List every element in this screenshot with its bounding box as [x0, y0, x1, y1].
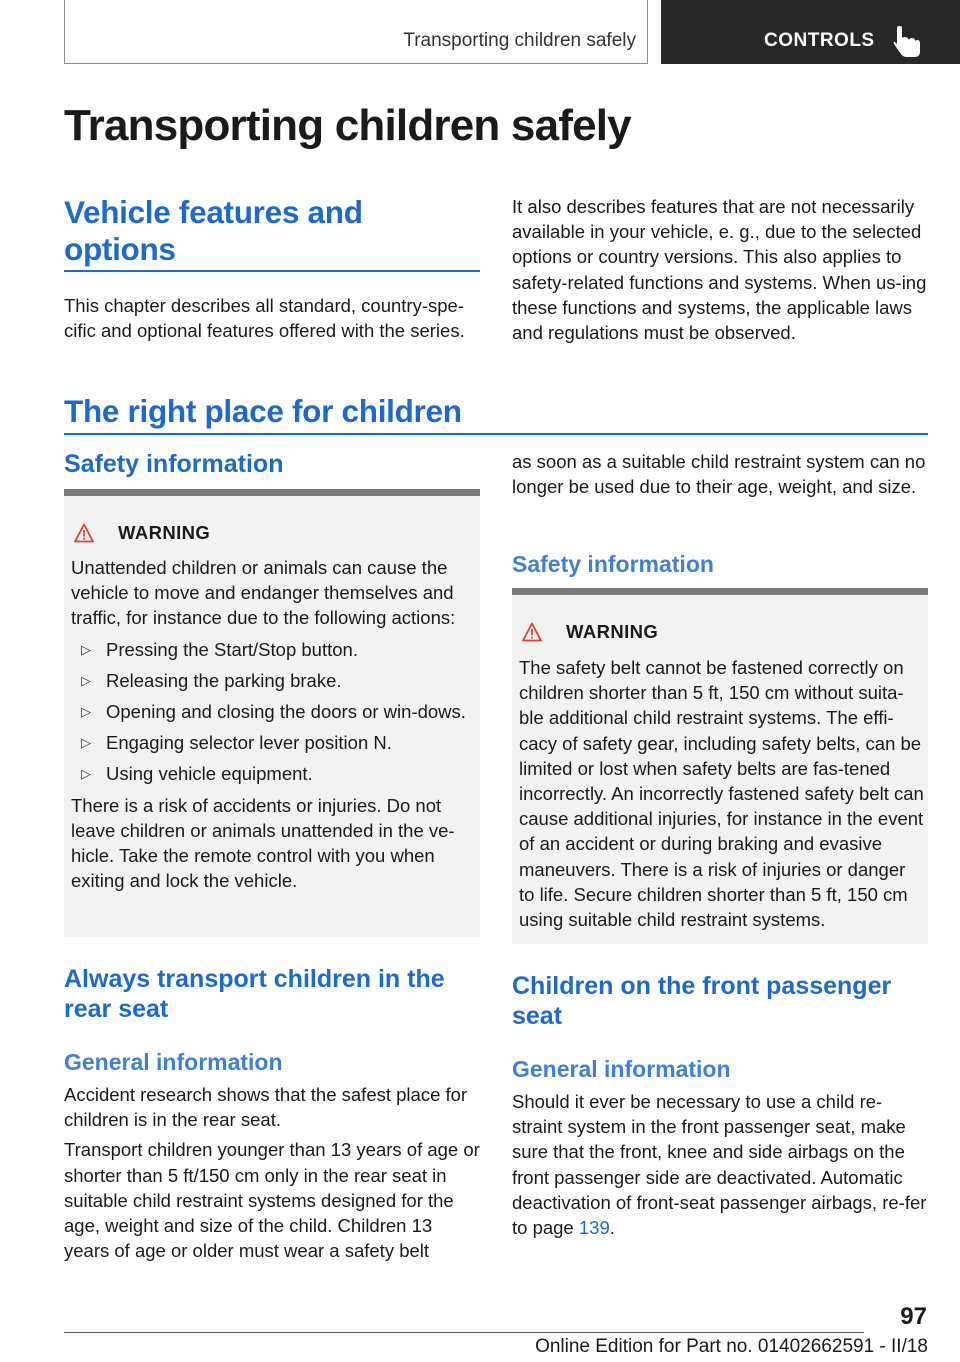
front-passenger-body: Should it ever be necessary to use a child re-straint system in the front passenger seat, make sure that the front, knee and side airbags on the front passenger side are deactivated. Automatic deactivation of front-seat passenger airbags, re-fer to page — [512, 1091, 927, 1239]
warning-box-2 — [512, 588, 928, 944]
pointing-hand-icon — [893, 26, 923, 58]
warning-header-1 — [74, 522, 210, 544]
front-passenger-end: . — [609, 1217, 615, 1239]
header-section-title: Transporting children safely — [403, 30, 636, 51]
front-passenger-text — [512, 1089, 928, 1240]
list-item: ▷ Releasing the parking brake. — [71, 668, 476, 693]
rear-seat-para-1: Accident research shows that the safest place for children is in the rear seat. — [64, 1084, 468, 1131]
chapter-tab-label[interactable]: CONTROLS — [764, 30, 875, 51]
bullet-triangle-icon: ▷ — [81, 766, 91, 782]
list-item: ▷ Opening and closing the doors or win-dows. — [71, 699, 476, 724]
footer-rule — [64, 1332, 864, 1333]
vehicle-features-heading: Vehicle features and options — [64, 194, 363, 267]
warning-triangle-icon — [522, 622, 542, 642]
front-passenger-general-info-heading: General information — [512, 1056, 731, 1082]
rear-seat-para-2-continued: as soon as a suitable child restraint system can no longer be used due to their age, weight, and size. — [512, 451, 926, 498]
bullet-triangle-icon: ▷ — [81, 735, 91, 751]
rear-seat-para-2: Transport children younger than 13 years of age or shorter than 5 ft/150 cm only in the rear seat in suitable child restraint systems designed for the age, weight and size of the child. Children 13 years of age or older must wear a safety belt — [64, 1139, 480, 1262]
warning-intro: Unattended children or animals can cause the vehicle to move and endanger themselves and traffic, for instance due to the following actions: — [71, 557, 456, 629]
safety-information-heading-1: Safety information — [64, 450, 284, 478]
page-number: 97 — [900, 1303, 927, 1330]
rear-seat-heading: Always transport children in the rear seat — [64, 965, 445, 1023]
page-reference-link[interactable]: 139 — [578, 1217, 610, 1239]
warning-label-1: WARNING — [118, 522, 211, 543]
rear-seat-general-info-heading: General information — [64, 1049, 283, 1075]
bullet-triangle-icon: ▷ — [81, 672, 91, 688]
warning-label-2: WARNING — [566, 621, 659, 642]
bullet-triangle-icon: ▷ — [81, 641, 91, 657]
warning-header-2 — [522, 621, 658, 643]
warning-triangle-icon — [74, 523, 94, 543]
list-item: ▷ Using vehicle equipment. — [71, 761, 476, 786]
footer-edition-text: Online Edition for Part no. 01402662591 - II/18 — [535, 1336, 928, 1357]
vehicle-features-rule — [64, 270, 480, 272]
right-place-heading: The right place for children — [64, 393, 462, 429]
bullet-triangle-icon: ▷ — [81, 704, 91, 720]
right-place-rule — [64, 433, 928, 435]
rear-seat-text — [64, 1082, 480, 1268]
safety-information-heading-2: Safety information — [512, 551, 714, 577]
list-item: ▷ Engaging selector lever position N. — [71, 730, 476, 755]
warning-text-1 — [71, 555, 476, 893]
warning-outro: There is a risk of accidents or injuries. Do not leave children or animals unattended in the ve-hicle. Take the remote control with you when exiting and lock the vehicle. — [71, 794, 455, 892]
vehicle-features-right-text: It also describes features that are not necessarily available in your vehicle, e. g., due to the selected options or country versions. This also applies to safety-related functions and systems. When us-ing these functions and systems, the applicable laws and regulations must be observed. — [512, 196, 927, 344]
page-title: Transporting children safely — [64, 101, 631, 150]
list-item: ▷ Pressing the Start/Stop button. — [71, 637, 476, 662]
warning-action-list — [71, 637, 476, 787]
front-passenger-heading: Children on the front passenger seat — [512, 972, 892, 1030]
vehicle-features-left-text: This chapter describes all standard, country-spe-cific and optional features offered with the series. — [64, 295, 465, 342]
warning-box-1 — [64, 489, 480, 937]
warning-text-2: The safety belt cannot be fastened correctly on children shorter than 5 ft, 150 cm without suita-ble additional child restraint systems. The effi-cacy of safety gear, including safety belts, can be limited or lost when safety belts are fas-tened incorrectly. An incorrectly fastened safety belt can cause additional injuries, for instance in the event of an accident or during braking and evasive maneuvers. There is a risk of injuries or danger to life. Secure children shorter than 5 ft, 150 cm using suitable child restraint systems. — [519, 657, 924, 931]
